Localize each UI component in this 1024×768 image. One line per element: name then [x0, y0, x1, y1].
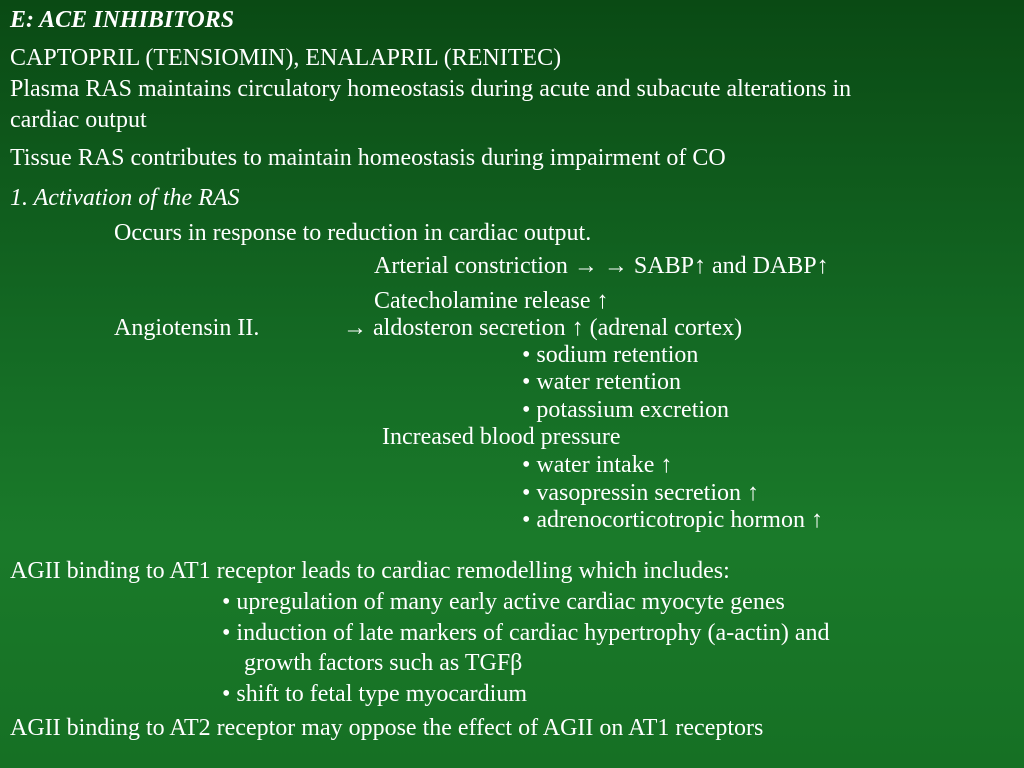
at2-line: AGII binding to AT2 receptor may oppose the effect of AGII on AT1 receptors [10, 715, 764, 741]
aldo-effect-item: • water retention [522, 369, 681, 395]
tissue-ras: Tissue RAS contributes to maintain homeostasis during impairment of CO [10, 145, 726, 171]
bp-effect-item: • water intake ↑ [522, 452, 673, 478]
aldosteron-secretion: → aldosteron secretion ↑ (adrenal cortex) [343, 315, 743, 341]
arterial-constriction: Arterial constriction → → SABP↑ and DABP↑ [374, 253, 829, 279]
at1-item-continuation: growth factors such as TGFβ [244, 650, 523, 676]
aldo-effect-item: • sodium retention [522, 342, 699, 368]
bp-effect-item: • adrenocorticotropic hormon ↑ [522, 507, 823, 533]
at1-item: • upregulation of many early active cardiac myocyte genes [222, 589, 785, 615]
at1-item: • induction of late markers of cardiac hypertrophy (a-actin) and [222, 620, 830, 646]
at1-intro: AGII binding to AT1 receptor leads to cardiac remodelling which includes: [10, 558, 730, 584]
occurs-line: Occurs in response to reduction in cardiac output. [114, 220, 592, 246]
catecholamine-release: Catecholamine release ↑ [374, 288, 609, 314]
increased-blood-pressure: Increased blood pressure [382, 424, 621, 450]
bp-effect-item: • vasopressin secretion ↑ [522, 480, 760, 506]
section-heading: 1. Activation of the RAS [10, 185, 240, 211]
plasma-ras-line-2: cardiac output [10, 107, 147, 133]
drug-names: CAPTOPRIL (TENSIOMIN), ENALAPRIL (RENITEC) [10, 45, 562, 71]
plasma-ras-line-1: Plasma RAS maintains circulatory homeostasis during acute and subacute alterations in [10, 76, 852, 102]
slide-title: E: ACE INHIBITORS [10, 7, 235, 33]
aldo-effect-item: • potassium excretion [522, 397, 730, 423]
angiotensin-label: Angiotensin II. [114, 315, 260, 341]
at1-item: • shift to fetal type myocardium [222, 681, 527, 707]
